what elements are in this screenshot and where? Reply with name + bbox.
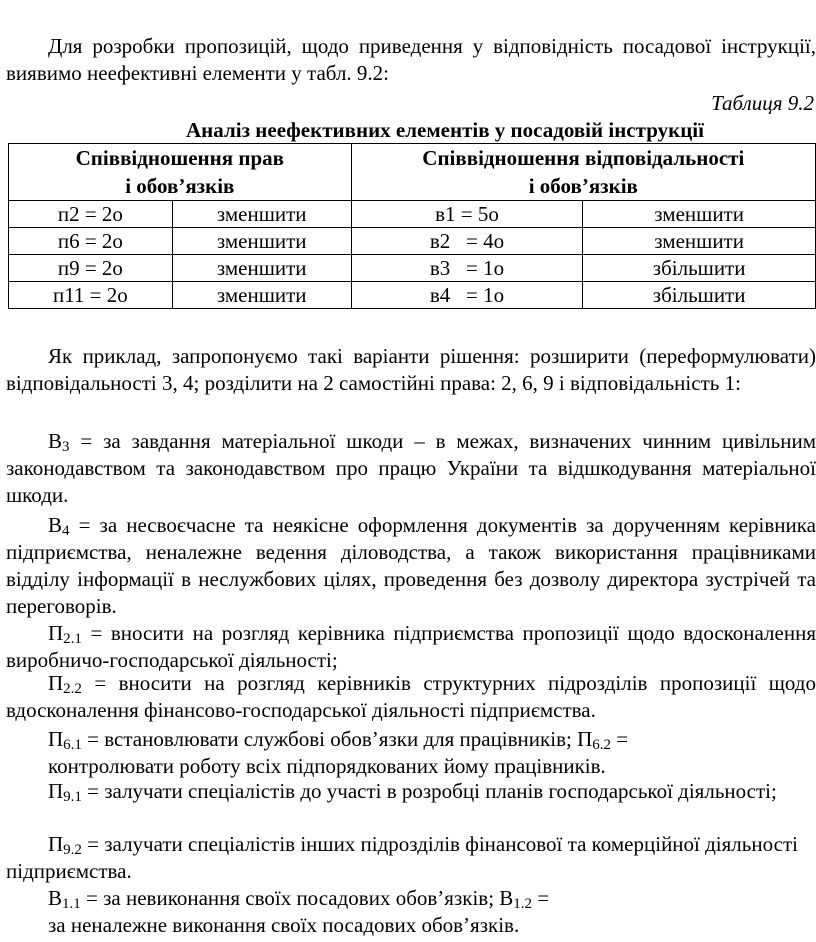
table-cell: зменшити (583, 201, 816, 228)
analysis-table (8, 143, 816, 309)
responsibility-v3: $В_3$ = за завдання матеріальної шкоди – в межах, визначених чинним цивільним законодавством та законодавством про працю України та відшкодування матеріальної шкоди. (6, 429, 816, 507)
table-cell: зменшити (172, 201, 351, 228)
table-row (9, 282, 816, 309)
intro-paragraph: Для розробки пропозицій, щодо приведення у відповідність посадової інструкції, виявимо неефективні елементи у табл. 9.2: (6, 34, 816, 85)
table-row (9, 201, 816, 228)
header-responsibility-duties: Співвідношення відповідальності і обов’язків (351, 144, 815, 201)
table-header-row (9, 144, 816, 201)
table-cell: зменшити (172, 228, 351, 255)
table-cell: зменшити (172, 255, 351, 282)
table-row (9, 255, 816, 282)
table-cell: зменшити (172, 282, 351, 309)
table-cell: в4 = 1о (351, 282, 583, 309)
table-cell: п9 = 2о (9, 255, 173, 282)
table-cell: збільшити (583, 255, 816, 282)
table-label: Таблиця 9.2 (711, 91, 814, 115)
example-paragraph: Як приклад, запропонуємо такі варіанти рішення: розширити (переформулювати) відповідальності 3, 4; розділити на 2 самостійні права: 2, 6, 9 і відповідальність 1: (6, 344, 816, 395)
table-cell: п11 = 2о (9, 282, 173, 309)
table-cell: п2 = 2о (9, 201, 173, 228)
header-rights-duties: Співвідношення прав і обов’язків (9, 144, 352, 201)
table-cell: в1 = 5о (351, 201, 583, 228)
table-cell: в2 = 4о (351, 228, 583, 255)
right-p2-2: $П_{2.2}$ = вносити на розгляд керівників структурних підрозділів пропозиції щодо вдосконалення фінансово-господарської діяльності підприємства. (6, 671, 816, 722)
table-cell: п6 = 2о (9, 228, 173, 255)
right-p9-1: $П_{9.1}$ = залучати спеціалістів до участі в розробці планів господарської діяльності; (48, 779, 777, 805)
table-row (9, 228, 816, 255)
table-cell: збільшити (583, 282, 816, 309)
right-p2-1: $П_{2.1}$ = вносити на розгляд керівника підприємства пропозиції щодо вдосконалення виробничо-господарської діяльності; (6, 621, 816, 672)
table-title: Аналіз неефективних елементів у посадовій інструкції (186, 118, 704, 142)
right-p9-2: $П_{9.2}$ = залучати спеціалістів інших підрозділів фінансової та комерційної діяльності підприємства. (6, 832, 798, 883)
right-p6: $П_{6.1}$ = встановлювати службові обов’язки для працівників; $П_{6.2}$ = контролювати роботу всіх підпорядкованих йому працівників. (48, 727, 629, 778)
table-cell: в3 = 1о (351, 255, 583, 282)
table-cell: зменшити (583, 228, 816, 255)
responsibility-v4: $В_4$ = за несвоєчасне та неякісне оформлення документів за дорученням керівника підприємства, неналежне ведення діловодства, а також використання працівниками відділу інформації в неслужбових цілях, проведення без дозволу директора зустрічей та переговорів. (6, 513, 816, 618)
responsibility-v1: $В_{1.1}$ = за невиконання своїх посадових обов’язків; $В_{1.2}$ = за неналежне виконання своїх посадових обов’язків. (48, 886, 550, 937)
